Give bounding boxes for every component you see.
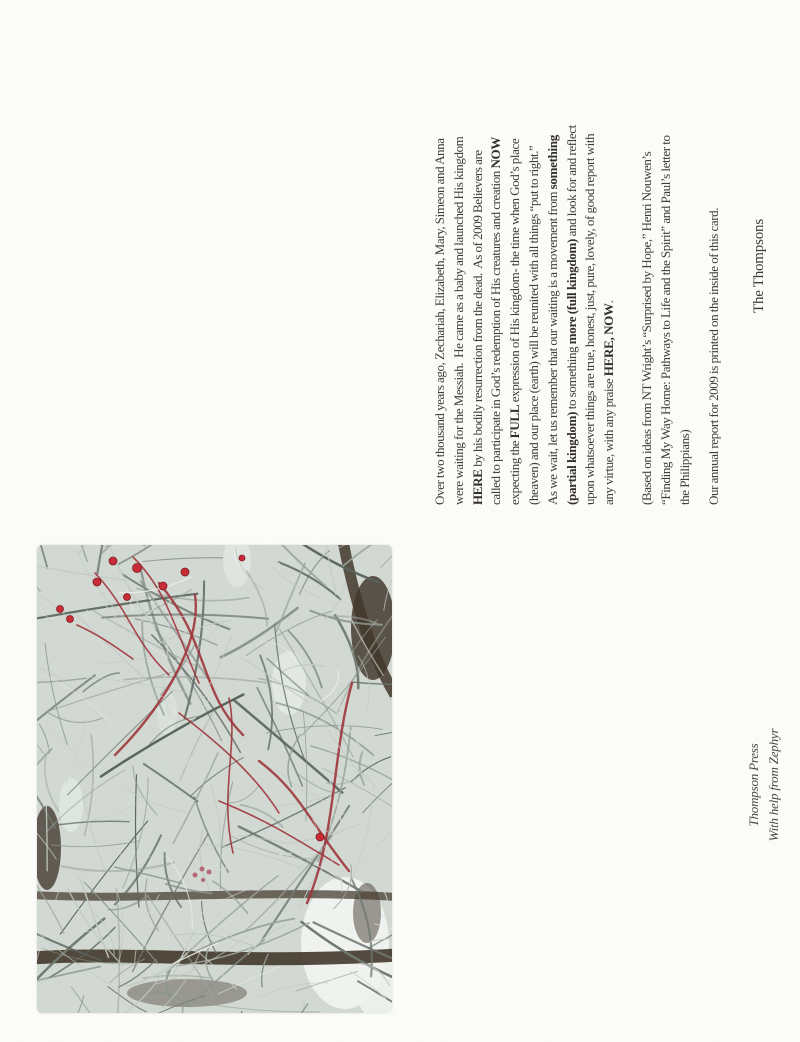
signature: The Thompsons: [751, 219, 768, 313]
annual-report-note: Our annual report for 2009 is printed on the inside of this card.: [706, 207, 722, 505]
message-line: “Finding My Way Home: Pathways to Life and the Spirit” and Paul’s letter to: [657, 135, 673, 505]
ice-covered-branches-photo: [37, 545, 392, 1013]
message-paragraphs: [431, 27, 694, 505]
message-line: HERE by his bodily resurrection from the dead. As of 2009 Believers are: [469, 150, 485, 505]
attribution-paragraph: [638, 27, 694, 505]
message-line: expecting the FULL expression of His kingdom- the time when God’s place: [507, 138, 523, 505]
message-line: (Based on ideas from NT Wright’s “Surprised by Hope,” Henri Nouwen’s: [638, 151, 654, 505]
message-line: Over two thousand years ago, Zechariah, Elizabeth, Mary, Simeon and Anna: [432, 138, 447, 505]
press-tagline: With help from Zephyr: [766, 728, 781, 842]
main-paragraph: [431, 27, 619, 505]
message-line: (heaven) and our place (earth) will be reunited with all things “put to right.”: [525, 145, 541, 505]
photo-canvas: [37, 545, 392, 1013]
press-name: Thompson Press: [746, 743, 761, 827]
message-line: called to participate in God’s redemption of His creatures and creation NOW: [488, 136, 504, 505]
message-line: (partial kingdom) to something more (full kingdom) and look for and reflect: [563, 125, 579, 505]
message-line: upon whatsoever things are true, honest, just, pure, lovely, of good report with: [582, 133, 598, 505]
message-line: were waiting for the Messiah. He came as a baby and launched His kingdom: [450, 136, 466, 505]
message-line: As we wait, let us remember that our waiting is a movement from something: [544, 135, 560, 505]
card-message: [431, 27, 769, 505]
message-line: the Philippians): [676, 429, 692, 505]
colophon: [744, 705, 784, 865]
message-line: any virtue, with any praise HERE, NOW.: [601, 300, 617, 505]
